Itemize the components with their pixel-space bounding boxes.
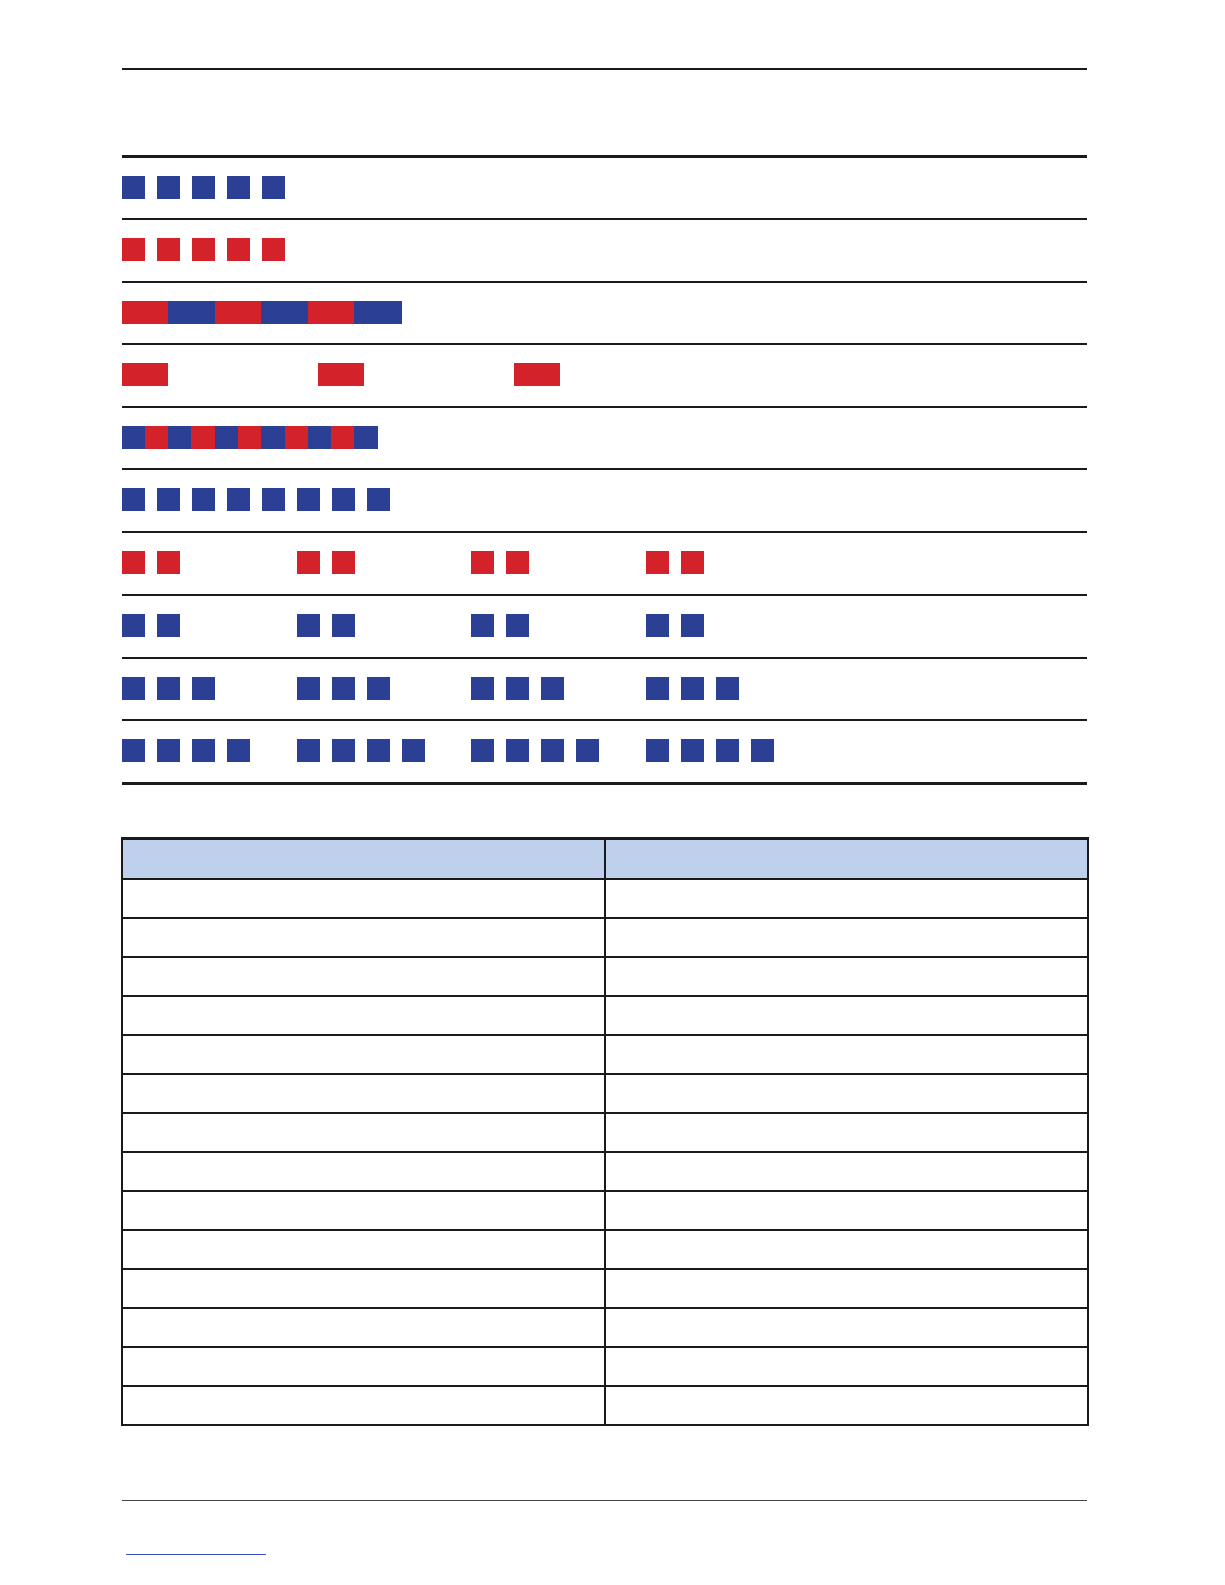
table-header-cell (122, 839, 605, 880)
red-block (157, 551, 180, 574)
blue-block (122, 677, 145, 700)
red-block (238, 426, 261, 449)
red-block (192, 238, 215, 261)
blue-block (122, 614, 145, 637)
blue-block (297, 614, 320, 637)
table-cell (605, 879, 1088, 918)
blue-block (506, 739, 529, 762)
blue-block (261, 301, 308, 324)
table-row (122, 1386, 1088, 1425)
blue-block (297, 488, 320, 511)
blue-block (402, 739, 425, 762)
blue-block (646, 739, 669, 762)
blue-block (157, 488, 180, 511)
blue-block (157, 176, 180, 199)
table-cell (605, 1308, 1088, 1347)
blue-block (122, 176, 145, 199)
blue-block (168, 301, 215, 324)
red-block (157, 238, 180, 261)
red-block (308, 301, 354, 324)
blue-block (227, 488, 250, 511)
table-row (122, 1152, 1088, 1191)
blue-block (541, 677, 564, 700)
table-cell (122, 1035, 605, 1074)
red-block (122, 238, 145, 261)
table-cell (605, 1386, 1088, 1425)
red-block (145, 426, 168, 449)
table-cell (122, 1347, 605, 1386)
blue-block (227, 739, 250, 762)
table-cell (605, 1152, 1088, 1191)
blue-block (192, 176, 215, 199)
blue-block (681, 739, 704, 762)
blue-block (541, 739, 564, 762)
table-cell (605, 1269, 1088, 1308)
red-block (285, 426, 308, 449)
table-cell (122, 1191, 605, 1230)
blue-block (308, 426, 331, 449)
row-divider (122, 782, 1087, 785)
bottom-rule (122, 1500, 1087, 1501)
red-block (471, 551, 494, 574)
table-cell (605, 996, 1088, 1035)
blue-block (157, 739, 180, 762)
table-cell (605, 957, 1088, 996)
blue-block (332, 488, 355, 511)
data-table (121, 837, 1089, 1426)
pattern-row-7 (122, 531, 1087, 593)
table-cell (122, 1308, 605, 1347)
red-block (297, 551, 320, 574)
blue-block (576, 739, 599, 762)
pattern-row-9 (122, 657, 1087, 719)
table-cell (605, 1035, 1088, 1074)
table-row (122, 1191, 1088, 1230)
table-row (122, 1074, 1088, 1113)
table-header-row (122, 839, 1088, 880)
red-block (506, 551, 529, 574)
blue-block (332, 614, 355, 637)
blue-block (471, 677, 494, 700)
pattern-row-4 (122, 343, 1087, 405)
blue-block (681, 614, 704, 637)
red-block (318, 363, 364, 386)
red-block (331, 426, 354, 449)
table-row (122, 918, 1088, 957)
blue-block (332, 677, 355, 700)
pattern-row-10 (122, 719, 1087, 781)
blue-block (192, 677, 215, 700)
table-cell (122, 1386, 605, 1425)
blue-block (367, 739, 390, 762)
blue-block (262, 176, 285, 199)
red-block (191, 426, 215, 449)
blue-block (681, 677, 704, 700)
table-cell (605, 1074, 1088, 1113)
pattern-row-2 (122, 218, 1087, 280)
red-block (215, 301, 261, 324)
table-row (122, 1113, 1088, 1152)
red-block (227, 238, 250, 261)
pattern-row-1 (122, 156, 1087, 218)
table-cell (122, 1230, 605, 1269)
blue-block (297, 677, 320, 700)
footer-link-underline[interactable] (126, 1554, 266, 1555)
blue-block (215, 426, 238, 449)
blue-block (354, 301, 402, 324)
blue-block (367, 677, 390, 700)
table-cell (605, 1191, 1088, 1230)
red-block (514, 363, 560, 386)
blue-block (122, 426, 145, 449)
pattern-row-5 (122, 406, 1087, 468)
red-block (122, 301, 168, 324)
table-row (122, 1308, 1088, 1347)
blue-block (354, 426, 378, 449)
table-cell (122, 879, 605, 918)
table-row (122, 996, 1088, 1035)
table-cell (605, 1230, 1088, 1269)
red-block (122, 551, 145, 574)
blue-block (646, 614, 669, 637)
table-cell (122, 1152, 605, 1191)
red-block (262, 238, 285, 261)
table-body (122, 879, 1088, 1425)
blue-block (297, 739, 320, 762)
blue-block (646, 677, 669, 700)
blue-block (471, 614, 494, 637)
table-header-cell (605, 839, 1088, 880)
blue-block (751, 739, 774, 762)
table-cell (122, 918, 605, 957)
blue-block (168, 426, 191, 449)
table-row (122, 1230, 1088, 1269)
blue-block (471, 739, 494, 762)
table-cell (122, 1113, 605, 1152)
table-row (122, 1269, 1088, 1308)
blue-block (506, 677, 529, 700)
blue-block (261, 426, 285, 449)
blue-block (192, 739, 215, 762)
table-cell (122, 1074, 605, 1113)
table-cell (122, 1269, 605, 1308)
red-block (332, 551, 355, 574)
blue-block (367, 488, 390, 511)
pattern-row-8 (122, 594, 1087, 656)
blue-block (506, 614, 529, 637)
red-block (122, 363, 168, 386)
blue-block (122, 739, 145, 762)
table-row (122, 1035, 1088, 1074)
pattern-row-3 (122, 281, 1087, 343)
red-block (681, 551, 704, 574)
blue-block (332, 739, 355, 762)
table-cell (605, 918, 1088, 957)
table-row (122, 879, 1088, 918)
pattern-row-6 (122, 468, 1087, 530)
blue-block (122, 488, 145, 511)
blue-block (157, 677, 180, 700)
blue-block (157, 614, 180, 637)
table-cell (605, 1113, 1088, 1152)
blue-block (262, 488, 285, 511)
table-row (122, 957, 1088, 996)
blue-block (192, 488, 215, 511)
blue-block (716, 739, 739, 762)
table-cell (605, 1347, 1088, 1386)
table-cell (122, 957, 605, 996)
red-block (646, 551, 669, 574)
blue-block (227, 176, 250, 199)
table-row (122, 1347, 1088, 1386)
blue-block (716, 677, 739, 700)
table-cell (122, 996, 605, 1035)
